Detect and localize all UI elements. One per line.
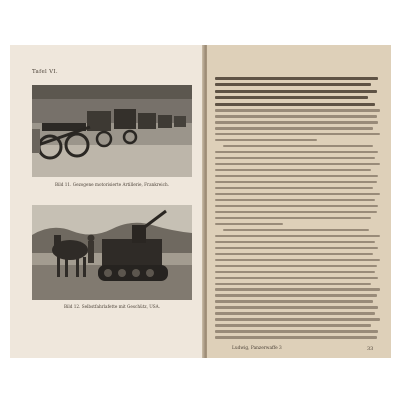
text-line bbox=[215, 247, 378, 250]
text-line bbox=[215, 90, 377, 93]
text-line bbox=[215, 306, 378, 309]
page-footer-title: Ludwig, Panzerwaffe 3 bbox=[232, 346, 282, 351]
text-line bbox=[215, 127, 373, 130]
photo-artillery-column bbox=[32, 85, 192, 177]
text-line bbox=[223, 229, 369, 232]
text-line bbox=[215, 223, 283, 226]
photo-bottom-caption: Bild 12. Selbstfahrlafette mit Geschütz, USA. bbox=[63, 304, 161, 309]
text-line bbox=[215, 217, 371, 220]
text-line bbox=[215, 318, 380, 321]
text-line bbox=[215, 300, 373, 303]
photo-tracked-tractor bbox=[32, 205, 192, 300]
text-line bbox=[215, 294, 377, 297]
photo-tractor-image bbox=[32, 205, 192, 300]
text-line bbox=[215, 151, 378, 154]
text-line bbox=[215, 96, 368, 99]
text-line bbox=[215, 336, 377, 339]
text-line bbox=[215, 115, 377, 118]
photo-artillery-image bbox=[32, 85, 192, 177]
text-line bbox=[215, 175, 378, 178]
text-line bbox=[215, 199, 375, 202]
text-line bbox=[215, 77, 378, 80]
text-line bbox=[215, 139, 317, 142]
text-line bbox=[215, 121, 378, 124]
text-line bbox=[215, 187, 373, 190]
body-text-block bbox=[215, 77, 385, 340]
text-line bbox=[215, 330, 378, 333]
left-page bbox=[10, 45, 204, 358]
open-book bbox=[10, 45, 391, 358]
text-line bbox=[215, 133, 380, 136]
text-line bbox=[215, 169, 371, 172]
text-line bbox=[215, 324, 371, 327]
text-line bbox=[215, 259, 380, 262]
photo-top-caption: Bild 11. Gezogene motorisierte Artillerie, Frankreich. bbox=[55, 182, 169, 187]
text-line bbox=[215, 253, 373, 256]
text-line bbox=[215, 83, 371, 86]
plate-label: Tafel VI. bbox=[32, 69, 58, 75]
right-page bbox=[207, 45, 391, 358]
text-line bbox=[215, 181, 377, 184]
text-line bbox=[215, 312, 375, 315]
text-line bbox=[215, 205, 378, 208]
text-line bbox=[215, 103, 375, 106]
text-line bbox=[215, 235, 380, 238]
text-line bbox=[215, 211, 377, 214]
text-line bbox=[215, 288, 380, 291]
text-line bbox=[223, 145, 373, 148]
text-line bbox=[215, 265, 377, 268]
text-line bbox=[215, 157, 375, 160]
page-number: 33 bbox=[367, 346, 374, 352]
text-line bbox=[215, 193, 380, 196]
text-line bbox=[215, 283, 371, 286]
text-line bbox=[215, 277, 378, 280]
text-line bbox=[215, 271, 375, 274]
text-line bbox=[215, 163, 380, 166]
text-line bbox=[215, 241, 375, 244]
text-line bbox=[215, 109, 380, 112]
